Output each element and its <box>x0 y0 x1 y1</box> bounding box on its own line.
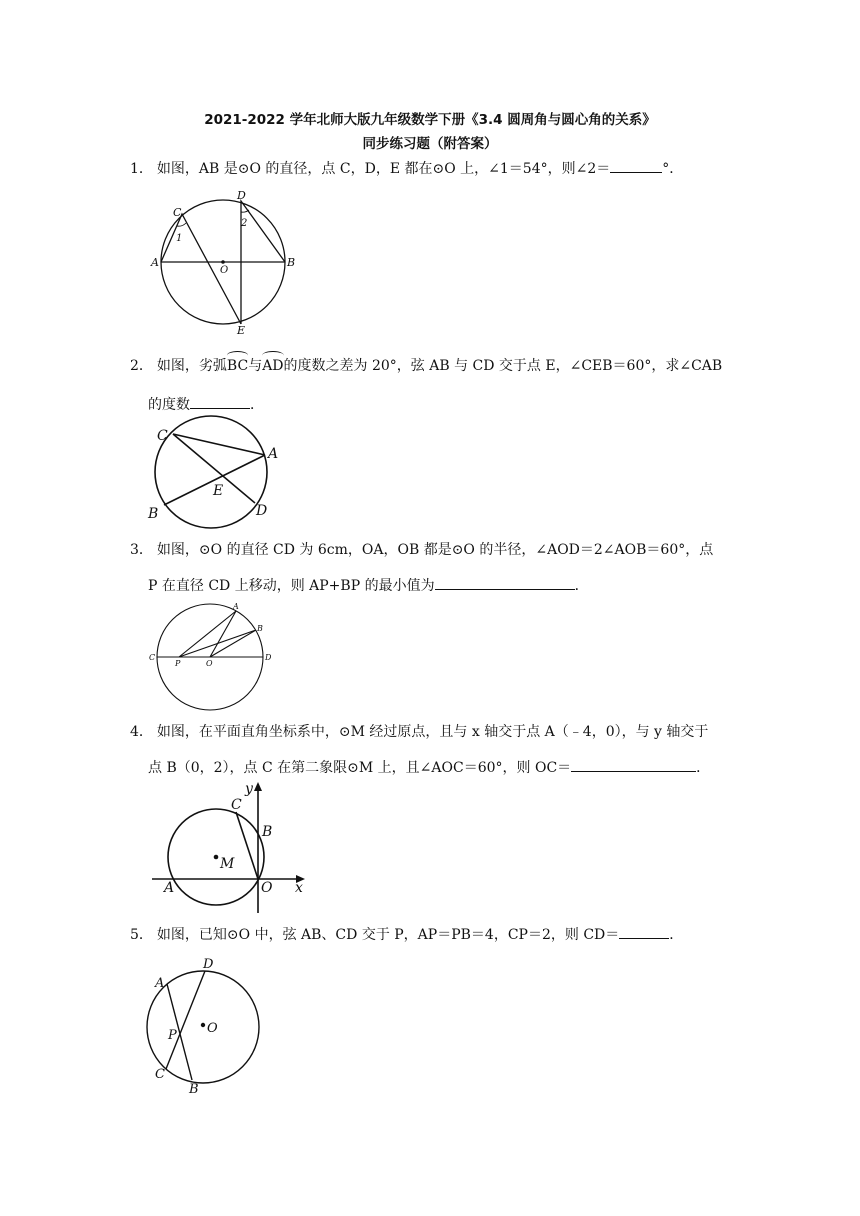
label-m: M <box>220 856 235 872</box>
label-c: C <box>149 653 156 662</box>
answer-blank-1[interactable] <box>610 158 662 173</box>
label-angle-2: 2 <box>241 218 248 229</box>
question-4-line-2 <box>148 757 710 778</box>
question-2-body-b: 与 <box>248 358 263 374</box>
question-2-suffix: ． <box>250 397 264 413</box>
label-x-axis: x <box>295 880 303 896</box>
label-d: D <box>256 503 268 519</box>
label-a: A <box>233 602 239 611</box>
question-1-text <box>130 158 683 179</box>
label-o: O <box>261 880 273 896</box>
figure-3-circle-diagram <box>145 600 275 710</box>
label-d: D <box>203 957 214 972</box>
question-2-body-a: 如图，劣弧 <box>156 358 227 374</box>
label-o: O <box>207 1021 218 1036</box>
document-title-line1: 2021-2022 学年北师大版九年级数学下册《3.4 圆周角与圆心角的关系》 <box>204 112 656 128</box>
question-5-suffix: ． <box>669 927 684 943</box>
question-number: 5． <box>130 927 153 943</box>
question-1-body: 如图，AB 是⊙O 的直径，点 C，D，E 都在⊙O 上，∠1＝54°，则∠2＝ <box>156 161 611 177</box>
question-3-text <box>130 540 713 560</box>
label-o: O <box>220 265 229 276</box>
label-e: E <box>237 324 246 337</box>
label-p: P <box>175 659 181 668</box>
question-3-line-2 <box>148 575 589 596</box>
question-2-line-2 <box>148 394 264 415</box>
label-a: A <box>268 446 279 462</box>
question-4-suffix: ． <box>696 760 711 776</box>
label-d: D <box>237 189 246 202</box>
label-e: E <box>213 483 224 499</box>
answer-blank-5[interactable] <box>619 924 669 939</box>
figure-1-circle-diagram <box>145 188 305 338</box>
question-4-text <box>130 722 708 742</box>
question-number: 2． <box>130 358 153 374</box>
question-4-line2-text: 点 B（0，2），点 C 在第二象限⊙M 上，且∠AOC＝60°，则 OC＝ <box>148 760 572 776</box>
label-c: C <box>173 206 182 219</box>
label-b: B <box>148 506 159 522</box>
label-a: A <box>151 256 159 269</box>
question-4-line1: 如图，在平面直角坐标系中，⊙M 经过原点，且与 x 轴交于点 A（﹣4，0），与 y 轴交于 <box>156 724 709 740</box>
question-number: 1． <box>130 161 153 177</box>
label-c: C <box>155 1067 165 1082</box>
label-c: C <box>231 797 242 813</box>
question-number: 3． <box>130 542 153 558</box>
question-3-suffix: ． <box>574 578 589 594</box>
question-3-line2-text: P 在直径 CD 上移动，则 AP+BP 的最小值为 <box>148 578 435 594</box>
answer-blank-3[interactable] <box>435 575 575 590</box>
question-1-suffix: °． <box>662 161 684 177</box>
label-p: P <box>168 1028 177 1043</box>
answer-blank-4[interactable] <box>571 757 696 772</box>
label-a: A <box>164 880 175 896</box>
question-2-body-c: 的度数之差为 20°，弦 AB 与 CD 交于点 E，∠CEB＝60°，求∠CAB <box>283 358 723 374</box>
figure-5-circle-diagram <box>145 955 275 1100</box>
label-a: A <box>155 976 165 991</box>
label-b: B <box>257 624 263 633</box>
question-5-text <box>130 924 683 945</box>
question-2-line2-text: 的度数 <box>148 397 190 413</box>
document-title-line2: 同步练习题（附答案） <box>362 136 498 152</box>
label-angle-1: 1 <box>176 233 183 244</box>
figure-2-circle-diagram <box>145 425 285 525</box>
label-b: B <box>262 824 273 840</box>
question-5-body: 如图，已知⊙O 中，弦 AB、CD 交于 P，AP＝PB＝4，CP＝2，则 CD＝ <box>156 927 620 943</box>
label-b: B <box>287 256 296 269</box>
label-o: O <box>206 659 213 668</box>
question-3-line1: 如图，⊙O 的直径 CD 为 6cm，OA，OB 都是⊙O 的半径，∠AOD＝2∠AOB＝60°，点 <box>156 542 714 558</box>
figure-4-coordinate-diagram <box>150 780 320 915</box>
label-d: D <box>265 653 272 662</box>
label-y-axis: y <box>245 781 253 797</box>
arc-ad-label: AD <box>262 358 284 374</box>
question-2-text <box>130 356 722 376</box>
answer-blank-2[interactable] <box>190 394 250 409</box>
question-number: 4． <box>130 724 153 740</box>
label-c: C <box>157 428 168 444</box>
arc-bc-label: BC <box>226 358 249 374</box>
label-b: B <box>189 1082 199 1097</box>
